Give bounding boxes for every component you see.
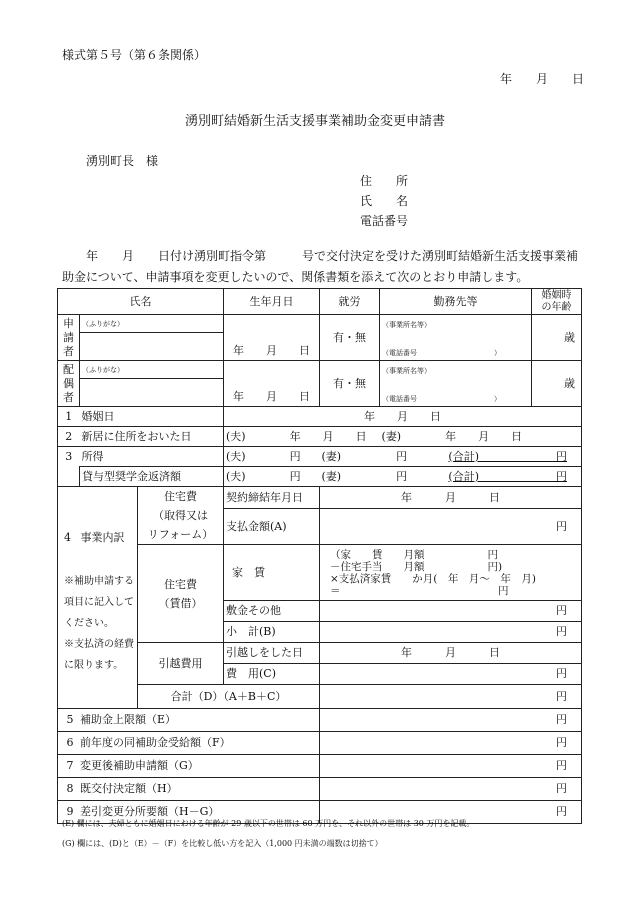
row-9-value[interactable]: 円 [320, 801, 582, 824]
rent-calc-line2: －住宅手当 月額 円) [330, 560, 503, 573]
rent-calc[interactable] [320, 545, 582, 601]
scholarship-husband[interactable]: (夫) 円 [224, 467, 320, 487]
form-number: 様式第５号（第６条関係） [62, 48, 207, 62]
expenses-block [58, 487, 138, 709]
scholarship-total-text: (合計) 円 [448, 469, 567, 483]
intro-line-1: 年 月 日付け湧別町指令第 号で交付決定を受けた湧別町結婚新生活支援事業補 [62, 249, 579, 263]
rent-calc-line1: （家 賃 月額 円 [330, 548, 498, 561]
spouse-label [58, 361, 80, 407]
expenses-total-value[interactable]: 円 [320, 685, 582, 709]
rent-subtotal-value[interactable]: 円 [320, 622, 582, 643]
scholarship-wife[interactable]: (妻) 円 [320, 467, 532, 487]
addressee: 湧別町長 様 [86, 154, 159, 168]
expenses-title [64, 531, 135, 545]
spouse-birth[interactable]: 年 月 日 [224, 361, 320, 407]
row-9-number: 9 [66, 805, 74, 818]
scholarship-total-cell[interactable] [448, 467, 582, 487]
applicant-name-field[interactable] [80, 333, 224, 361]
col-header-name: 氏名 [58, 289, 224, 315]
row-3-label: 所得 [80, 447, 224, 467]
date-day-label: 日 [572, 72, 585, 86]
income-total-text: (合計) 円 [448, 449, 567, 463]
spouse-age[interactable]: 歳 [532, 361, 582, 407]
row-7-number: 7 [66, 759, 74, 772]
row-5-value[interactable]: 円 [320, 709, 582, 732]
row-8-label [58, 778, 320, 801]
spouse-work[interactable]: 有・無 [320, 361, 380, 407]
income-total-cell[interactable] [448, 447, 582, 467]
income-wife[interactable]: (妻) 円 [320, 447, 532, 467]
row-6-value[interactable]: 円 [320, 732, 582, 755]
row-8-number: 8 [66, 782, 74, 795]
rent-calc-line4: ＝ 円 [330, 584, 509, 597]
applicant-age[interactable]: 歳 [532, 315, 582, 361]
paid-amount-label: 支払金額(A) [224, 509, 320, 545]
expenses-total-label: 合計（D）（A＋B＋C） [138, 685, 320, 709]
expenses-note-1: ※補助申請する [64, 576, 134, 587]
col-header-age [532, 289, 582, 315]
col-header-age-line1: 婚姻時 [541, 289, 572, 301]
applicant-birth[interactable]: 年 月 日 [224, 315, 320, 361]
expenses-note-5: に限ります。 [64, 660, 124, 671]
date-year-label: 年 [500, 72, 513, 86]
purchase-category [138, 487, 224, 545]
moving-date-value[interactable]: 年 月 日 [320, 643, 582, 664]
intro-line-2: 助金について、申請事項を変更したいので、関係書類を添えて次のとおり申請します。 [62, 270, 529, 284]
rent-category [138, 545, 224, 643]
applicant-employer-phone: （電話番号 ） [382, 349, 501, 357]
residence-wife[interactable]: (妻) 年 月 日 [380, 427, 582, 447]
rent-label: 家 賃 [224, 545, 320, 601]
col-header-birth: 生年月日 [224, 289, 320, 315]
rent-category-line2: （賃借） [158, 596, 203, 610]
row-7-label [58, 755, 320, 778]
moving-date-label: 引越しをした日 [224, 643, 320, 664]
purchase-category-line1: 住宅費 [164, 490, 197, 503]
col-header-age-line2: の年齢 [541, 301, 572, 313]
expenses-note-4: ※支払済の経費 [64, 639, 134, 650]
row-3-spacer [58, 467, 80, 487]
paid-amount-value[interactable]: 円 [320, 509, 582, 545]
document-title: 湧別町結婚新生活支援事業補助金変更申請書 [184, 114, 445, 129]
contract-date-label: 契約締結年月日 [224, 487, 320, 509]
scholarship-label: 貸与型奨学金返済額 [80, 467, 224, 487]
income-husband[interactable]: (夫) 円 [224, 447, 320, 467]
applicant-work[interactable]: 有・無 [320, 315, 380, 361]
spouse-furigana[interactable]: （ふりがな） [80, 361, 224, 379]
rent-category-line1: 住宅費 [164, 577, 197, 591]
deposit-value[interactable]: 円 [320, 601, 582, 622]
applicant-employer[interactable] [380, 315, 532, 361]
date-month-label: 月 [536, 72, 549, 86]
row-7-text: 変更後補助申請額（G） [80, 759, 199, 772]
applicant-label-text: 申 請 者 [63, 316, 74, 358]
purchase-category-line2: （取得又は [153, 509, 208, 522]
contract-date-value[interactable]: 年 月 日 [320, 487, 582, 509]
spouse-employer-name: （事業所名等） [382, 367, 431, 375]
row-5-text: 補助金上限額（E） [80, 713, 177, 726]
moving-category: 引越費用 [138, 643, 224, 685]
row-4-label: 事業内訳 [80, 531, 125, 544]
row-2-number: 2 [58, 427, 80, 447]
rent-subtotal-label: 小 計(B) [224, 622, 320, 643]
applicant-name-label: 氏 名 [360, 194, 409, 208]
spouse-label-text: 配 偶 者 [63, 362, 74, 404]
col-header-work: 就労 [320, 289, 380, 315]
spouse-name-field[interactable] [80, 379, 224, 407]
row-6-number: 6 [66, 736, 74, 749]
applicant-furigana[interactable]: （ふりがな） [80, 315, 224, 333]
row-3-number: 3 [58, 447, 80, 467]
row-9-text: 差引変更分所要額（H－G） [80, 805, 220, 818]
intro-text [62, 246, 582, 288]
applicant-phone-label: 電話番号 [360, 214, 409, 228]
row-1-number: 1 [58, 407, 80, 427]
deposit-label: 敷金その他 [224, 601, 320, 622]
expenses-note-3: ください。 [64, 618, 114, 629]
expenses-note [64, 571, 135, 676]
row-7-value[interactable]: 円 [320, 755, 582, 778]
application-table [57, 288, 582, 824]
spouse-employer[interactable] [380, 361, 532, 407]
purchase-category-line3: リフォーム） [147, 528, 214, 541]
row-5-number: 5 [66, 713, 74, 726]
applicant-address-label: 住 所 [360, 174, 409, 188]
row-1-label: 婚姻日 [80, 407, 224, 427]
row-5-label [58, 709, 320, 732]
residence-husband[interactable]: (夫) 年 月 日 [224, 427, 380, 447]
row-4-number: 4 [64, 531, 71, 544]
moving-cost-value[interactable]: 円 [320, 664, 582, 685]
expenses-note-2: 項目に記入して [64, 597, 134, 608]
footnote-g: (G) 欄には、(D)と（E）－（F）を比較し低い方を記入（1,000 円未満の端数は切捨て） [62, 839, 383, 848]
row-8-text: 既交付決定額（H） [80, 782, 178, 795]
row-2-label: 新居に住所をおいた日 [80, 427, 224, 447]
col-header-employer: 勤務先等 [380, 289, 532, 315]
row-6-text: 前年度の同補助金受給額（F） [80, 736, 231, 749]
row-8-value[interactable]: 円 [320, 778, 582, 801]
footnote-e: (E) 欄には、夫婦ともに婚姻日における年齢が 29 歳以下の世帯は 60 万円を、それ以外の世帯は 30 万円を記載。 [62, 819, 475, 828]
applicant-employer-name: （事業所名等） [382, 321, 431, 329]
marriage-date-value[interactable]: 年 月 日 [224, 407, 582, 427]
moving-cost-label: 費 用(C) [224, 664, 320, 685]
row-6-label [58, 732, 320, 755]
applicant-label [58, 315, 80, 361]
spouse-employer-phone: （電話番号 ） [382, 395, 501, 403]
rent-calc-line3: ×支払済家賃 か月( 年 月～ 年 月) [330, 572, 536, 585]
